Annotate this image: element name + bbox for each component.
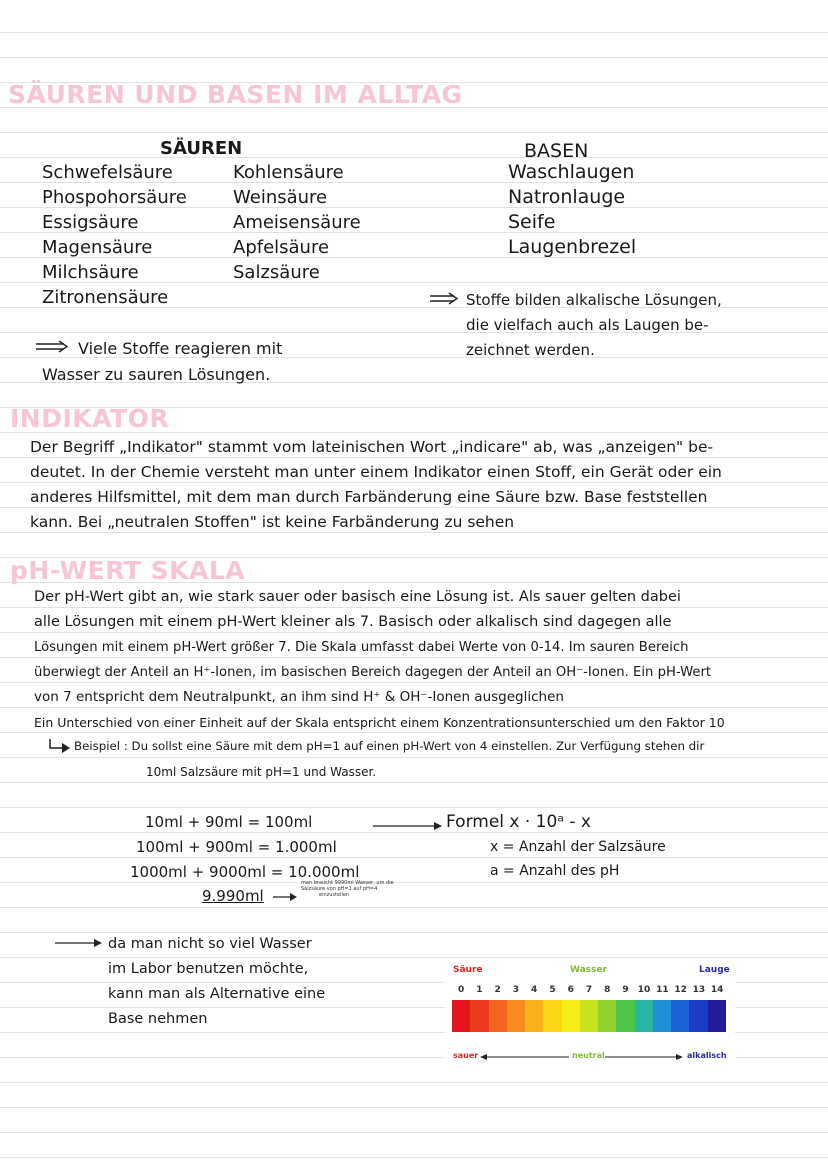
ph-color-cell <box>562 1000 581 1032</box>
ph-number: 9 <box>622 985 629 995</box>
ph-color-cell <box>580 1000 599 1032</box>
note-line: Salzsäure von pH=1 auf pH=4 <box>301 886 378 892</box>
ph-text <box>34 585 725 735</box>
acids-list-col1 <box>42 160 187 310</box>
ph-number: 7 <box>585 985 593 995</box>
ph-number: 1 <box>476 985 483 995</box>
arrow-right-icon <box>604 1052 684 1062</box>
note-line: Base nehmen <box>108 1011 208 1027</box>
ph-number: 10 <box>637 985 651 995</box>
bases-note-line: zeichnet werden. <box>466 341 595 359</box>
text-line: alle Lösungen mit einem pH-Wert kleiner als 7. Basisch oder alkalisch sind dagegen alle <box>34 614 672 630</box>
ph-color-cell <box>708 1000 727 1032</box>
scale-bar <box>452 1000 726 1032</box>
ph-number: 3 <box>512 985 520 995</box>
scale-label-base: Lauge <box>699 965 730 975</box>
double-arrow-icon <box>34 340 70 354</box>
note-line: man braucht 9990ml Wasser, um die <box>301 880 394 886</box>
arrow-right-icon <box>272 892 298 902</box>
ph-number: 13 <box>692 985 706 995</box>
ph-number: 2 <box>494 985 501 995</box>
list-item: Magensäure <box>42 237 153 258</box>
bases-note-line: Stoffe bilden alkalische Lösungen, <box>466 291 722 309</box>
acids-note-line1: Viele Stoffe reagieren mit <box>78 339 283 358</box>
result-note <box>301 880 394 898</box>
calc-result: 9.990ml <box>202 887 264 905</box>
list-item: Apfelsäure <box>233 237 330 258</box>
ph-color-cell <box>689 1000 708 1032</box>
acids-list-col2 <box>233 160 361 285</box>
indikator-heading: INDIKATOR <box>10 404 170 433</box>
list-item: Laugenbrezel <box>508 236 637 258</box>
formula: Formel x · 10ᵃ - x <box>446 812 591 832</box>
text-line: Lösungen mit einem pH-Wert größer 7. Die Skala umfasst dabei Werte von 0-14. Im sauren Bereich <box>34 640 689 655</box>
alt-note <box>108 932 325 1032</box>
text-line: kann. Bei „neutralen Stoffen" ist keine Farbänderung zu sehen <box>30 513 515 531</box>
ph-number: 14 <box>710 985 724 995</box>
ph-color-cell <box>507 1000 526 1032</box>
bases-note <box>466 288 722 363</box>
scale-numbers <box>452 985 726 997</box>
list-item: Zitronensäure <box>42 287 169 308</box>
ph-number: 5 <box>549 985 556 995</box>
arrow-right-icon <box>372 820 444 832</box>
note-line: im Labor benutzen möchte, <box>108 961 309 977</box>
page-title: SÄUREN UND BASEN IM ALLTAG <box>8 80 463 109</box>
ph-number: 12 <box>674 985 687 995</box>
ph-number: 8 <box>604 985 611 995</box>
text-line: deutet. In der Chemie versteht man unter einem Indikator einen Stoff, ein Gerät oder ein <box>30 463 722 481</box>
list-item: Phospohorsäure <box>42 187 187 208</box>
ph-color-cell <box>470 1000 489 1032</box>
calc-line: 1000ml + 9000ml = 10.000ml <box>130 863 360 881</box>
double-arrow-icon <box>428 292 460 306</box>
arrow-left-icon <box>479 1052 571 1062</box>
list-item: Ameisensäure <box>233 212 361 233</box>
text-line: überwiegt der Anteil an H⁺-Ionen, im basischen Bereich dagegen der Anteil an OH⁻-Ionen. Ein pH-Wert <box>34 665 712 680</box>
ph-color-cell <box>543 1000 562 1032</box>
example-line1: Beispiel : Du sollst eine Säure mit dem pH=1 auf einen pH-Wert von 4 einstellen. Zur Verfügung stehen dir <box>74 739 705 753</box>
list-item: Weinsäure <box>233 187 328 208</box>
list-item: Salzsäure <box>233 262 320 283</box>
note-line: kann man als Alternative eine <box>108 986 326 1002</box>
list-item: Waschlaugen <box>508 161 635 183</box>
list-item: Essigsäure <box>42 212 139 233</box>
ph-color-cell <box>452 1000 471 1032</box>
bases-list <box>508 160 636 260</box>
ph-color-cell <box>598 1000 617 1032</box>
bases-heading: BASEN <box>524 140 589 162</box>
acids-note-line2: Wasser zu sauren Lösungen. <box>42 365 271 384</box>
ph-color-cell <box>671 1000 690 1032</box>
indikator-text <box>30 435 722 535</box>
calc-line: 100ml + 900ml = 1.000ml <box>136 838 337 856</box>
scale-bottom-neutral: neutral <box>572 1051 605 1060</box>
list-item: Schwefelsäure <box>42 162 173 183</box>
list-item: Kohlensäure <box>233 162 344 183</box>
text-line: anderes Hilfsmittel, mit dem man durch Farbänderung eine Säure bzw. Base feststellen <box>30 488 708 506</box>
text-line: Ein Unterschied von einer Einheit auf der Skala entspricht einem Konzentrationsunterschied um den Faktor 10 <box>34 715 725 730</box>
calc-line: 10ml + 90ml = 100ml <box>145 813 313 831</box>
bases-note-line: die vielfach auch als Laugen be- <box>466 316 709 334</box>
acids-heading: SÄUREN <box>160 138 243 159</box>
ph-number: 11 <box>656 985 669 995</box>
scale-label-water: Wasser <box>570 965 607 975</box>
ph-scale-graphic <box>445 960 735 1070</box>
formula-a: a = Anzahl des pH <box>490 863 620 879</box>
arrow-right-icon <box>54 937 104 949</box>
text-line: Der Begriff „Indikator" stammt vom lateinischen Wort „indicare" ab, was „anzeigen" be- <box>30 438 714 456</box>
list-item: Seife <box>508 211 556 233</box>
ph-color-cell <box>489 1000 508 1032</box>
scale-bottom-acid: sauer <box>453 1051 479 1060</box>
ph-number: 4 <box>531 985 538 995</box>
ph-color-cell <box>525 1000 544 1032</box>
ph-number: 0 <box>457 985 465 995</box>
ph-number: 6 <box>567 985 574 995</box>
text-line: von 7 entspricht dem Neutralpunkt, an ihm sind H⁺ & OH⁻-Ionen ausgeglichen <box>34 689 564 705</box>
note-line: da man nicht so viel Wasser <box>108 936 312 952</box>
ph-heading: pH-WERT SKALA <box>10 556 246 585</box>
text-line: Der pH-Wert gibt an, wie stark sauer oder basisch eine Lösung ist. Als sauer gelten dabei <box>34 589 681 605</box>
ph-color-cell <box>653 1000 672 1032</box>
formula-x: x = Anzahl der Salzsäure <box>490 839 666 855</box>
scale-bottom-alkaline: alkalisch <box>687 1051 727 1060</box>
note-line: einzustellen <box>319 892 350 898</box>
ph-color-cell <box>635 1000 654 1032</box>
list-item: Milchsäure <box>42 262 139 283</box>
arrow-right-icon <box>46 738 72 754</box>
example-line2: 10ml Salzsäure mit pH=1 und Wasser. <box>146 765 377 779</box>
list-item: Natronlauge <box>508 186 626 208</box>
ph-color-cell <box>616 1000 635 1032</box>
scale-label-acid: Säure <box>453 965 483 975</box>
